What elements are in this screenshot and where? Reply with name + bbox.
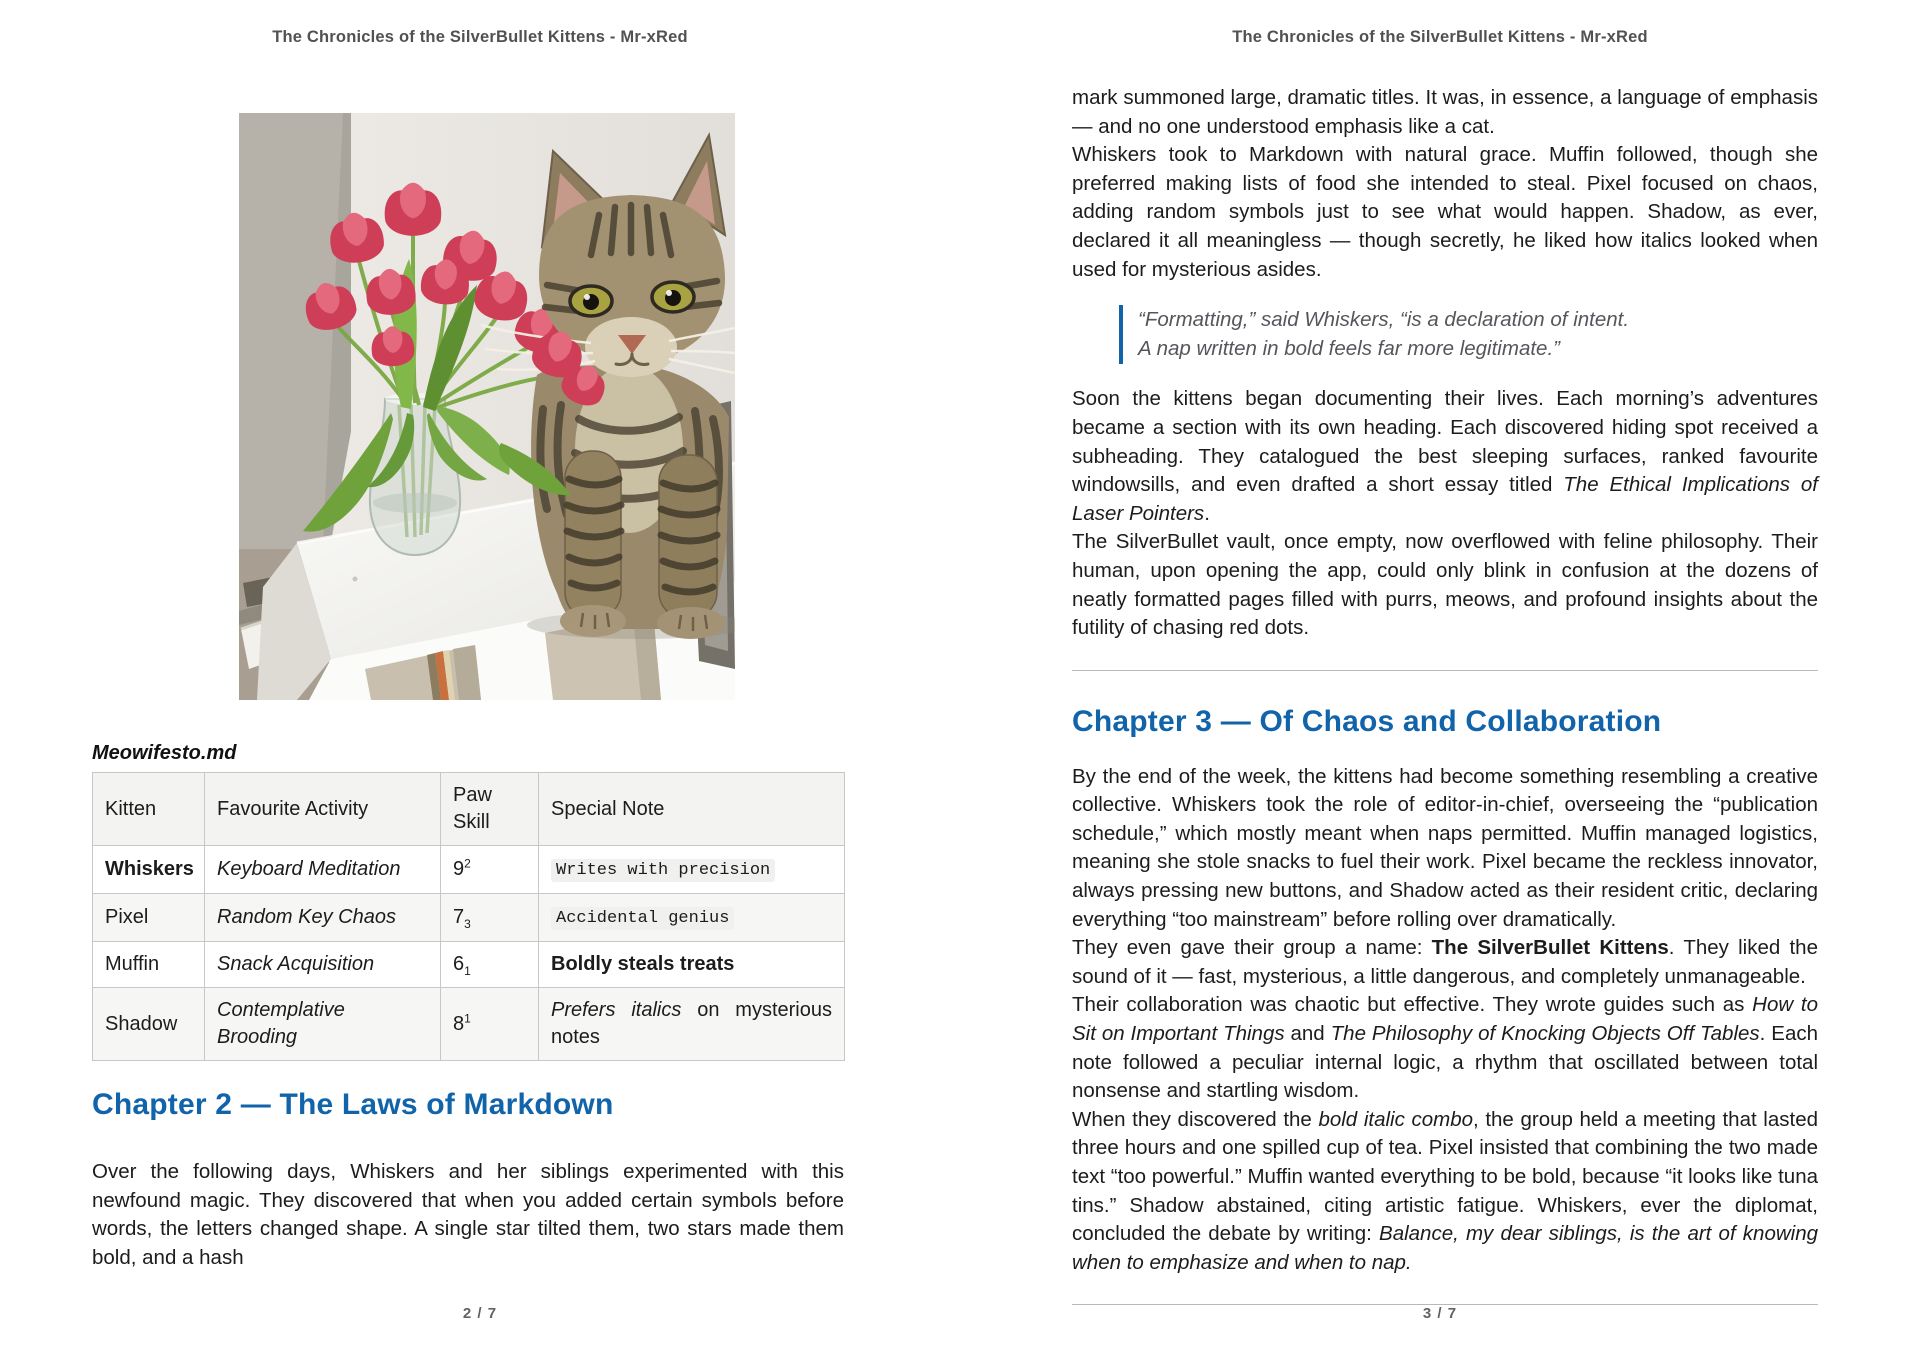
text-run: 1 bbox=[464, 1010, 471, 1025]
text-run: 9 bbox=[453, 858, 465, 880]
section-heading: Chapter 2 — The Laws of Markdown bbox=[92, 1088, 614, 1121]
note-cell bbox=[539, 846, 845, 894]
paw-cell bbox=[441, 894, 539, 942]
column-header-kitten: Kitten bbox=[93, 773, 205, 846]
text-run: How to Sit on Important Things bbox=[1072, 993, 1819, 1046]
kitten-cell bbox=[93, 846, 205, 894]
paragraph bbox=[92, 1158, 844, 1272]
paragraph bbox=[1072, 934, 1818, 991]
text-run: The SilverBullet Kittens bbox=[1431, 936, 1669, 960]
text-run: Prefers italics bbox=[551, 999, 682, 1021]
text-run: Soon the kittens began documenting their lives. Each morning’s adventures became a section with its own heading. Each discovered hiding spot received a subheading. They catalogued the best sleeping surfaces, ranked favourite windowsills, and even drafted a short essay titled bbox=[1072, 387, 1818, 497]
table-row bbox=[93, 846, 845, 894]
page-number: 2 / 7 bbox=[462, 1305, 498, 1322]
text-run: They even gave their group a name: bbox=[1072, 936, 1432, 960]
note-cell bbox=[539, 942, 845, 988]
activity-cell bbox=[205, 894, 441, 942]
section-heading: Chapter 3 — Of Chaos and Collaboration bbox=[1072, 704, 1662, 738]
page-content bbox=[1072, 84, 1818, 1305]
text-run: When they discovered the bbox=[1072, 1107, 1319, 1131]
kitten-cell bbox=[93, 988, 205, 1061]
text-run: Their collaboration was chaotic but effective. They wrote guides such as bbox=[1072, 993, 1753, 1017]
text-run: . bbox=[1204, 501, 1210, 525]
text-run: on mysterious notes bbox=[551, 999, 832, 1048]
text-run: 1 bbox=[464, 964, 471, 978]
text-run: By the end of the week, the kittens had become something resembling a creative collective. Whiskers took the role of editor-in-chief, overseeing the “publication schedule,” which mostly meant when naps permitted. Muffin managed logistics, meaning she stole snacks to fuel their work. Pixel became the reckless innovator, always pressing new buttons, and Shadow acted as their resident critic, declaring everything “too mainstream” before rolling over dramatically. bbox=[1072, 764, 1818, 931]
paw-cell bbox=[441, 942, 539, 988]
column-header-activity: Favourite Activity bbox=[205, 773, 441, 846]
text-run: mark summoned large, dramatic titles. It was, in essence, a language of emphasis — and no one understood emphasis like a cat. bbox=[1072, 86, 1818, 138]
note-cell bbox=[539, 988, 845, 1061]
kitten-tulips-photo bbox=[239, 113, 735, 700]
blockquote bbox=[1119, 305, 1818, 364]
page-header: The Chronicles of the SilverBullet Kittens - Mr-xRed bbox=[272, 28, 688, 46]
text-run: Snack Acquisition bbox=[217, 953, 375, 975]
activity-cell bbox=[205, 942, 441, 988]
text-run: 6 bbox=[453, 953, 465, 975]
text-run: Balance, my dear siblings, is the art of knowing when to emphasize and when to nap. bbox=[1072, 1222, 1819, 1274]
text-run: 7 bbox=[453, 906, 465, 928]
paragraph bbox=[1072, 385, 1818, 528]
table-row bbox=[93, 988, 845, 1061]
text-run: . They liked the sound of it — fast, mysterious, a little dangerous, and completely unmanageable. bbox=[1072, 936, 1818, 988]
paw-cell bbox=[441, 988, 539, 1061]
paragraph bbox=[1072, 84, 1818, 141]
text-run: The Ethical Implications of Laser Pointers bbox=[1072, 473, 1818, 525]
text-run: Accidental genius bbox=[551, 907, 734, 930]
page-header: The Chronicles of the SilverBullet Kittens - Mr-xRed bbox=[1232, 28, 1648, 46]
text-run: Contemplative Brooding bbox=[217, 999, 345, 1048]
quote-line: “Formatting,” said Whiskers, “is a declaration of intent. bbox=[1138, 308, 1630, 332]
text-run: Over the following days, Whiskers and her siblings experimented with this newfound magic. They discovered that when you added certain symbols before words, the letters changed shape. A single star tilted them, two stars made them bold, and a hash bbox=[92, 1160, 844, 1269]
quote-line: A nap written in bold feels far more legitimate.” bbox=[1138, 336, 1560, 360]
kitten-photo-illustration bbox=[239, 113, 735, 700]
text-run: 2 bbox=[464, 856, 471, 871]
divider bbox=[1072, 670, 1818, 671]
kitten-cell bbox=[93, 942, 205, 988]
text-run: Keyboard Meditation bbox=[217, 858, 401, 880]
text-run: 8 bbox=[453, 1012, 465, 1035]
text-run: bold italic combo bbox=[1318, 1107, 1474, 1131]
kitten-table bbox=[92, 772, 845, 1061]
text-run: Muffin bbox=[105, 953, 160, 975]
activity-cell bbox=[205, 988, 441, 1061]
text-run: , the group held a meeting that lasted three hours and one spilled cup of tea. Pixel insisted that combining the two made text “too powerful.” Muffin wanted everything to be bold, because “it looks like tuna tins.” Shadow abstained, citing artistic fatigue. Whiskers, ever the diplomat, concluded the debate by writing: bbox=[1072, 1107, 1819, 1246]
paragraph bbox=[1072, 141, 1818, 284]
activity-cell bbox=[205, 846, 441, 894]
text-run: The SilverBullet vault, once empty, now overflowed with feline philosophy. Their human, upon opening the app, could only blink in confusion at the dozens of neatly formatted pages filled with purrs, meows, and profound insights about the futility of chasing red dots. bbox=[1072, 530, 1818, 640]
text-run: Writes with precision bbox=[551, 859, 775, 882]
column-header-paw-skill: Paw Skill bbox=[441, 773, 539, 846]
text-run: Boldly steals treats bbox=[551, 953, 735, 975]
paragraph bbox=[1072, 991, 1818, 1105]
text-run: Whiskers took to Markdown with natural grace. Muffin followed, though she preferred making lists of food she intended to steal. Pixel focused on chaos, adding random symbols just to see what would happen. Shadow, as ever, declared it all meaningless — though secretly, he liked how italics looked when used for mysterious asides. bbox=[1072, 143, 1818, 281]
text-run: Pixel bbox=[105, 906, 149, 928]
table-caption: Meowifesto.md bbox=[92, 742, 237, 764]
page-number: 3 / 7 bbox=[1422, 1305, 1458, 1322]
text-run: Whiskers bbox=[105, 858, 194, 880]
text-run: Random Key Chaos bbox=[217, 906, 396, 928]
page-3 bbox=[960, 0, 1920, 1354]
column-header-special-note: Special Note bbox=[539, 773, 845, 846]
text-run: 3 bbox=[464, 917, 471, 931]
paragraph bbox=[1072, 1106, 1818, 1278]
table-row bbox=[93, 942, 845, 988]
paragraph bbox=[1072, 763, 1818, 935]
paw-cell bbox=[441, 846, 539, 894]
paragraph bbox=[1072, 528, 1818, 642]
note-cell bbox=[539, 894, 845, 942]
table-row bbox=[93, 894, 845, 942]
kitten-cell bbox=[93, 894, 205, 942]
table-header-row bbox=[93, 773, 845, 846]
text-run: The Philosophy of Knocking Objects Off Tables bbox=[1330, 1022, 1760, 1046]
text-run: and bbox=[1284, 1022, 1331, 1046]
text-run: Shadow bbox=[105, 1012, 178, 1035]
text-run: . Each note followed a peculiar internal logic, a rhythm that oscillated between total nonsense and startling wisdom. bbox=[1072, 1022, 1818, 1103]
